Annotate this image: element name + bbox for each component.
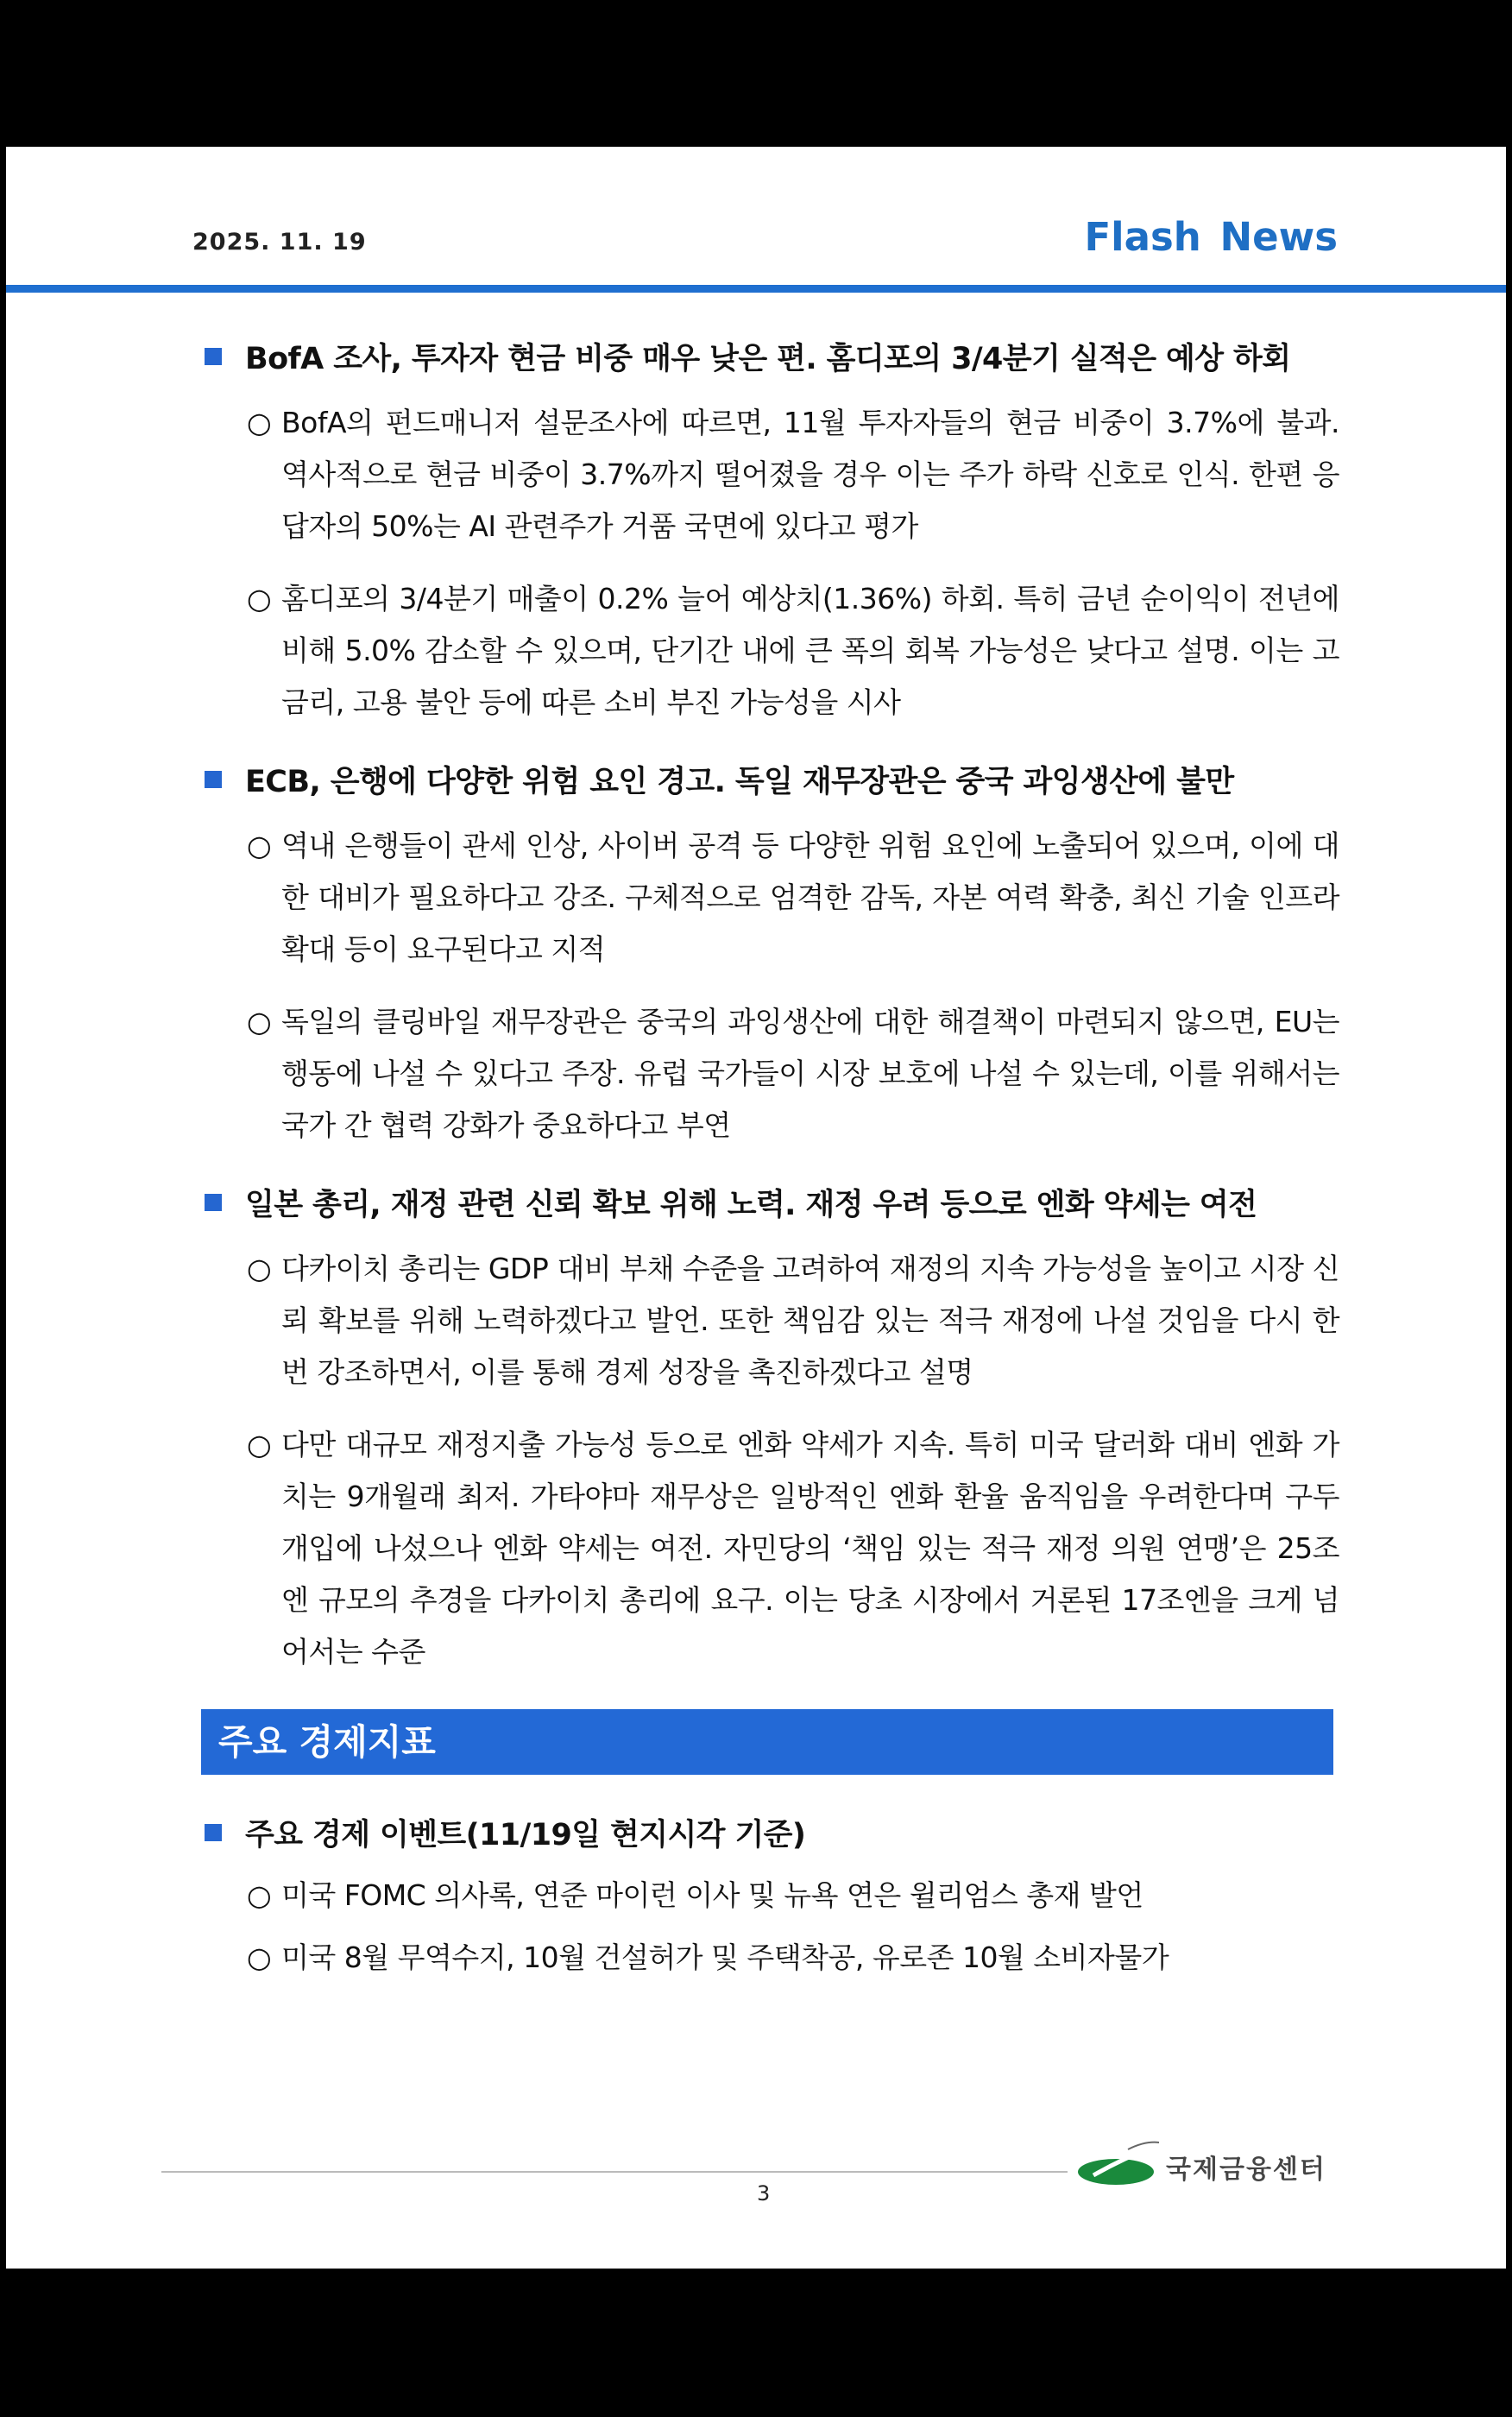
bullet-text: 미국 8월 무역수지, 10월 건설허가 및 주택착공, 유로존 10월 소비자물가 — [281, 1941, 1169, 1974]
header-rule — [6, 285, 1506, 293]
bullet-text: 역내 은행들이 관세 인상, 사이버 공격 등 다양한 위험 요인에 노출되어 있으며, 이에 대한 대비가 필요하다고 강조. 구체적으로 엄격한 감독, 자본 여력 확충, 최신 기술 인프라 확대 등이 요구된다고 지적 — [281, 829, 1339, 966]
bullet-text: 다카이치 총리는 GDP 대비 부채 수준을 고려하여 재정의 지속 가능성을 높이고 시장 신뢰 확보를 위해 노력하겠다고 발언. 또한 책임감 있는 적극 재정에 나설 것임을 다시 한 번 강조하면서, 이를 통해 경제 성장을 촉진하겠다고 설명 — [281, 1252, 1339, 1389]
bullet-text: 다만 대규모 재정지출 가능성 등으로 엔화 약세가 지속. 특히 미국 달러화 대비 엔화 가치는 9개월래 최저. 가타야마 재무상은 일방적인 엔화 환율 움직임을 우려한다며 구두 개입에 나섰으나 엔화 약세는 여전. 자민당의 ‘책임 있는 적극 재정 의원 연맹’은 25조엔 규모의 추경을 다카이치 총리에 요구. 이는 당초 시장에서 거론된 17조엔을 크게 넘어서는 수준 — [281, 1428, 1339, 1669]
indicators-banner: 주요 경제지표 — [201, 1709, 1333, 1775]
section-heading-text: 주요 경제 이벤트(11/19일 현지시각 기준) — [245, 1818, 806, 1852]
kcif-logo — [1076, 2141, 1326, 2193]
bullet-text: 독일의 클링바일 재무장관은 중국의 과잉생산에 대한 해결책이 마련되지 않으면, EU는 행동에 나설 수 있다고 주장. 유럽 국가들이 시장 보호에 나설 수 있는데, 이를 위해서는 국가 간 협력 강화가 중요하다고 부연 — [281, 1005, 1339, 1142]
section-heading — [205, 1181, 1339, 1224]
square-bullet-icon — [205, 348, 222, 365]
section-heading — [205, 758, 1339, 801]
document-page — [6, 147, 1506, 2269]
circle-bullet-icon: ○ — [247, 1941, 272, 1974]
footer-rule — [161, 2171, 1068, 2173]
circle-bullet-icon: ○ — [247, 406, 272, 439]
square-bullet-icon — [205, 771, 222, 788]
report-date: 2025. 11. 19 — [192, 229, 367, 256]
square-bullet-icon — [205, 1194, 222, 1211]
circle-bullet-icon: ○ — [247, 1878, 272, 1912]
bullet-item — [205, 820, 1339, 975]
logo-mark-icon — [1076, 2141, 1162, 2193]
bullet-item — [205, 1870, 1339, 1922]
section-heading-text: BofA 조사, 투자자 현금 비중 매우 낮은 편. 홈디포의 3/4분기 실적은 예상 하회 — [245, 342, 1291, 376]
bullet-text: BofA의 펀드매니저 설문조사에 따르면, 11월 투자자들의 현금 비중이 3.7%에 불과. 역사적으로 현금 비중이 3.7%까지 떨어졌을 경우 이는 주가 하락 신호로 인식. 한편 응답자의 50%는 AI 관련주가 거품 국면에 있다고 평가 — [281, 406, 1339, 543]
square-bullet-icon — [205, 1824, 222, 1841]
page-number: 3 — [757, 2181, 771, 2206]
bullet-text: 미국 FOMC 의사록, 연준 마이런 이사 및 뉴욕 연은 윌리엄스 총재 발언 — [281, 1878, 1143, 1912]
section-heading — [205, 1811, 1339, 1854]
bullet-item — [205, 397, 1339, 552]
circle-bullet-icon: ○ — [247, 829, 272, 862]
bullet-item — [205, 996, 1339, 1152]
circle-bullet-icon: ○ — [247, 582, 272, 615]
section-heading-text: 일본 총리, 재정 관련 신뢰 확보 위해 노력. 재정 우려 등으로 엔화 약세는 여전 — [245, 1188, 1257, 1222]
bullet-item — [205, 1243, 1339, 1398]
bullet-item — [205, 1419, 1339, 1678]
report-title: Flash News — [1084, 214, 1338, 260]
bullet-item — [205, 573, 1339, 729]
bullet-item — [205, 1932, 1339, 1984]
logo-text: 국제금융센터 — [1166, 2155, 1326, 2185]
circle-bullet-icon: ○ — [247, 1252, 272, 1285]
main-content — [205, 335, 1339, 1984]
circle-bullet-icon: ○ — [247, 1005, 272, 1038]
circle-bullet-icon: ○ — [247, 1428, 272, 1461]
section-heading-text: ECB, 은행에 다양한 위험 요인 경고. 독일 재무장관은 중국 과잉생산에 불만 — [245, 765, 1234, 799]
bullet-text: 홈디포의 3/4분기 매출이 0.2% 늘어 예상치(1.36%) 하회. 특히 금년 순이익이 전년에 비해 5.0% 감소할 수 있으며, 단기간 내에 큰 폭의 회복 가능성은 낮다고 설명. 이는 고금리, 고용 불안 등에 따른 소비 부진 가능성을 시사 — [281, 582, 1339, 719]
section-heading — [205, 335, 1339, 378]
